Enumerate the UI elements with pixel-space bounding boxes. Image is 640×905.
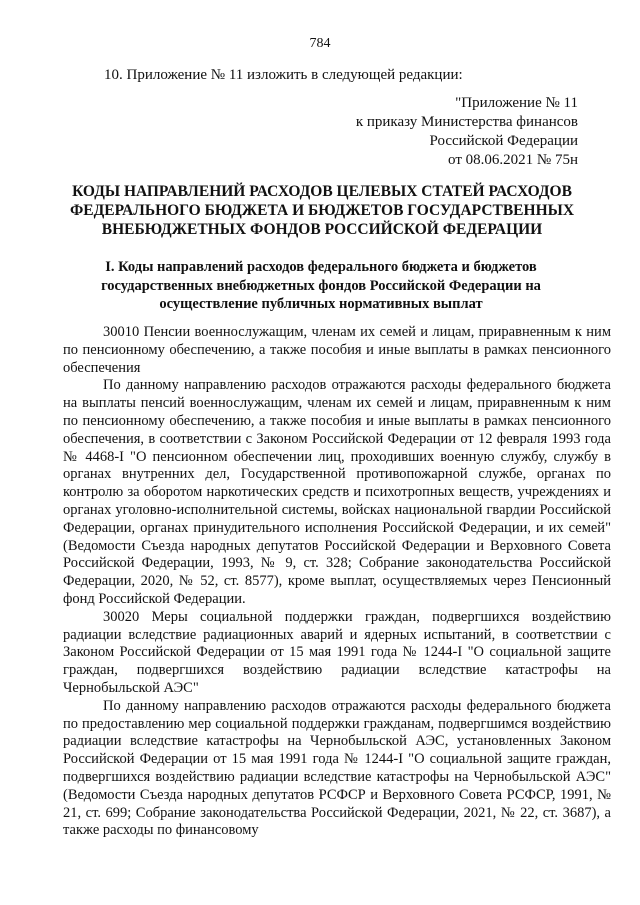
paragraph: По данному направлению расходов отражаются расходы федерального бюджета на выплаты пенсий военнослужащим, членам их семей и лицам, приравненным к ним по пенсионному обеспечению, а также пособия и иные выплаты в рамках пенсионного обеспечения, в соответствии с Законом Российской Федерации от 12 февраля 1993 года № 4468-I "О пенсионном обеспечении лиц, проходивших военную службу, службу в органах внутренних дел, Государственной противопожарной службе, органах по контролю за оборотом наркотических средств и психотропных веществ, учреждениях и органах уголовно-исполнительной системы, войсках национальной гвардии Российской Федерации, органах принудительного исполнения Российской Федерации, и их семей" (Ведомости Съезда народных депутатов Российской Федерации и Верховного Совета Российской Федерации, 1993, № 9, ст. 328; Собрание законодательства Российской Федерации, 2020, № 52, ст. 8577), кроме выплат, осуществляемых через Пенсионный фонд Российской Федерации. (63, 377, 611, 607)
annex-header (356, 94, 578, 170)
paragraph: 30010 Пенсии военнослужащим, членам их семей и лицам, приравненным к ним по пенсионному обеспечению, а также пособия и иные выплаты в рамках пенсионного обеспечения (63, 324, 611, 376)
annex-line: "Приложение № 11 (455, 95, 578, 111)
section-title: I. Коды направлений расходов федерального бюджета и бюджетов государственных внебюджетных фондов Российской Федерации на осуществление публичных нормативных выплат (101, 259, 541, 312)
page-number: 784 (309, 36, 331, 51)
paragraph: 30020 Меры социальной поддержки граждан, подвергшихся воздействию радиации вследствие радиационных аварий и ядерных испытаний, в соответствии с Законом Российской Федерации от 15 мая 1991 года № 1244-I "О социальной защите граждан, подвергшихся воздействию радиации вследствие катастрофы на Чернобыльской АЭС" (63, 608, 611, 696)
annex-line: к приказу Министерства финансов (355, 114, 578, 130)
paragraph: По данному направлению расходов отражаются расходы федерального бюджета по предоставлению мер социальной поддержки гражданам, подвергшимся воздействию радиации вследствие катастрофы на Чернобыльской АЭС, установленных Законом Российской Федерации от 15 мая 1991 года № 1244-I "О социальной защите граждан, подвергшихся воздействию радиации вследствие катастрофы на Чернобыльской АЭС" (Ведомости Съезда народных депутатов РСФСР и Верховного Совета РСФСР, 1991, № 21, ст. 699; Собрание законодательства Российской Федерации, 2021, № 22, ст. 3687), а также расходы по финансовому (63, 697, 611, 839)
annex-line: от 08.06.2021 № 75н (448, 152, 578, 168)
annex-line: Российской Федерации (429, 133, 578, 149)
amendment-intro: 10. Приложение № 11 изложить в следующей редакции: (104, 67, 463, 83)
document-title: КОДЫ НАПРАВЛЕНИЙ РАСХОДОВ ЦЕЛЕВЫХ СТАТЕЙ РАСХОДОВ ФЕДЕРАЛЬНОГО БЮДЖЕТА И БЮДЖЕТОВ ГОСУДАРСТВЕННЫХ ВНЕБЮДЖЕТНЫХ ФОНДОВ РОССИЙСКОЙ ФЕДЕРАЦИИ (69, 183, 575, 238)
document-body (63, 324, 611, 840)
